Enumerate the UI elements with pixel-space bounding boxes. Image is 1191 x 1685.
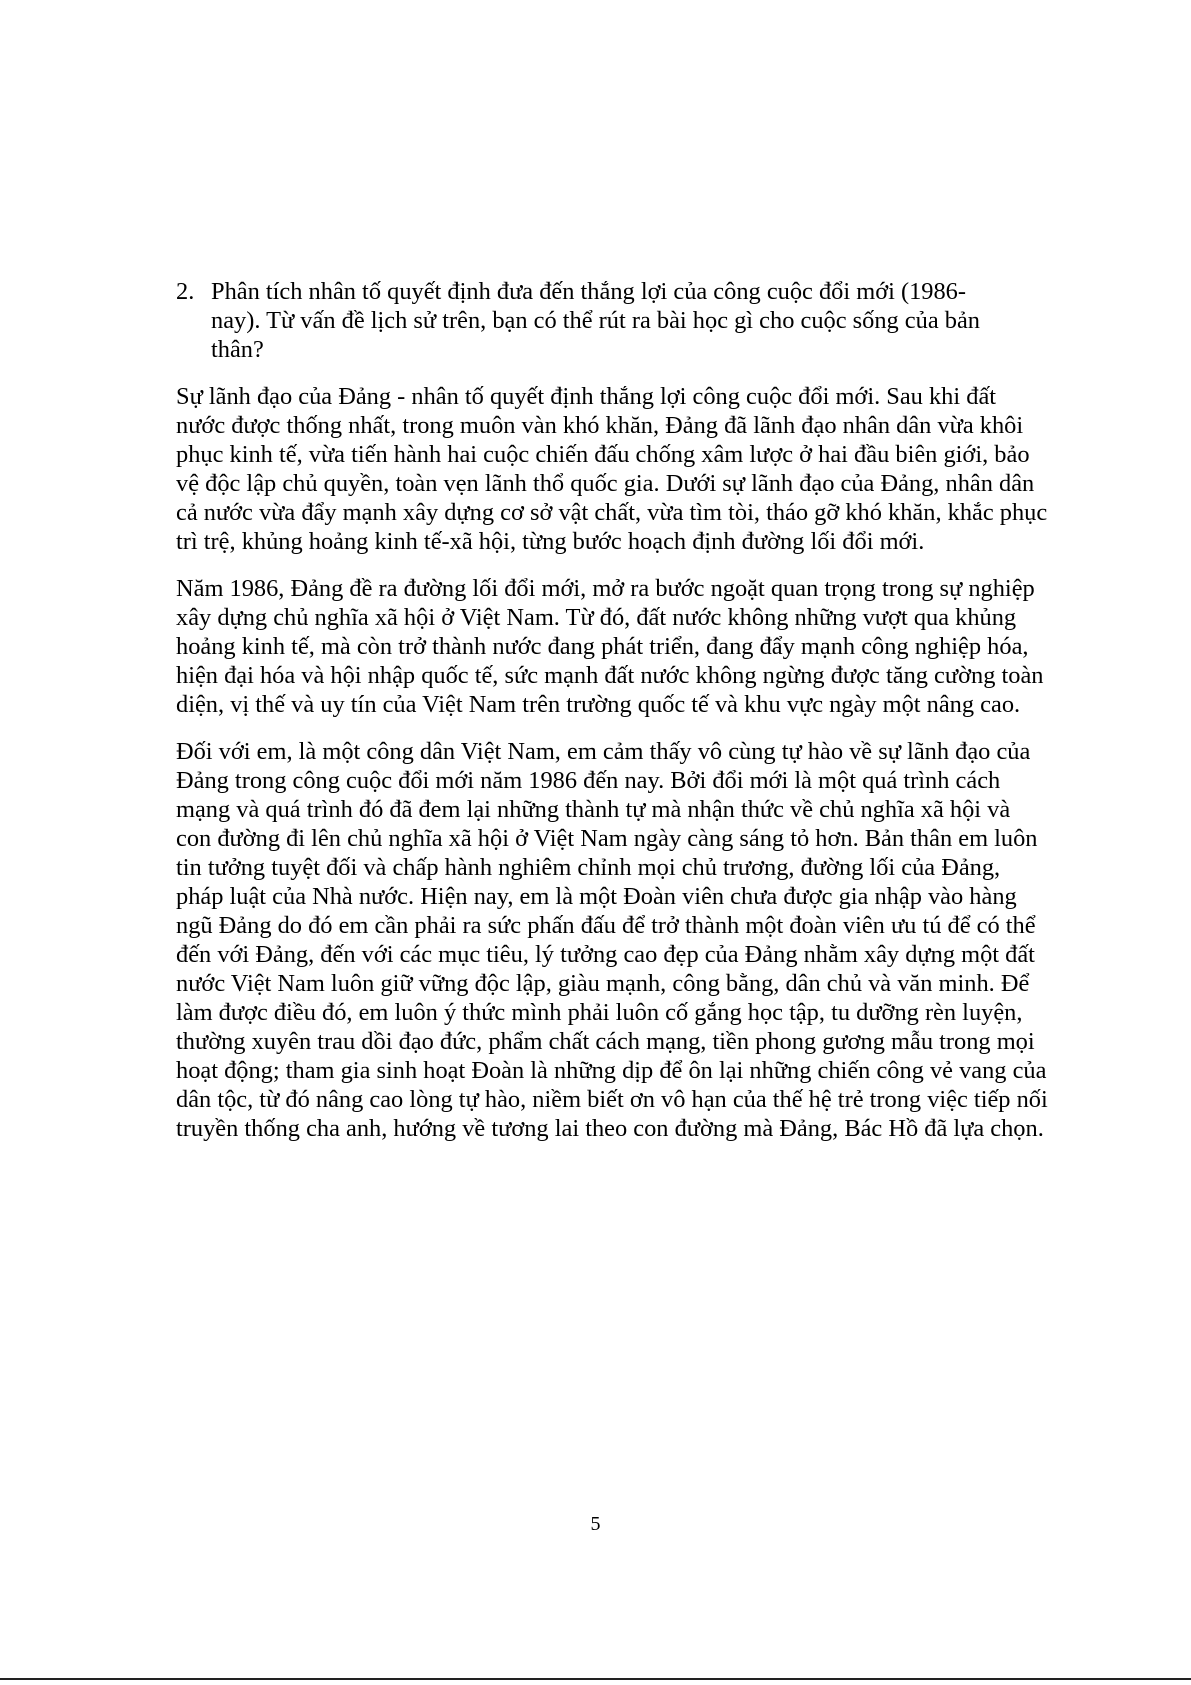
page-number: 5 (590, 1513, 601, 1535)
question-number: 2. (176, 278, 195, 305)
answer-paragraph-2: Năm 1986, Đảng đề ra đường lối đổi mới, mở ra bước ngoặt quan trọng trong sự nghiệp xây dựng chủ nghĩa xã hội ở Việt Nam. Từ đó, đất nước không những vượt qua khủng hoảng kinh tế, mà còn trở thành nước đang phát triển, đang đẩy mạnh công nghiệp hóa, hiện đại hóa và hội nhập quốc tế, sức mạnh đất nước không ngừng được tăng cường toàn diện, vị thế và uy tín của Việt Nam trên trường quốc tế và khu vực ngày một nâng cao. (176, 575, 1044, 718)
bottom-border-line (0, 1678, 1191, 1680)
answer-paragraph-3: Đối với em, là một công dân Việt Nam, em cảm thấy vô cùng tự hào về sự lãnh đạo của Đảng trong công cuộc đổi mới năm 1986 đến nay. Bởi đổi mới là một quá trình cách mạng và quá trình đó đã đem lại những thành tự mà nhận thức về chủ nghĩa xã hội và con đường đi lên chủ nghĩa xã hội ở Việt Nam ngày càng sáng tỏ hơn. Bản thân em luôn tin tưởng tuyệt đối và chấp hành nghiêm chỉnh mọi chủ trương, đường lối của Đảng, pháp luật của Nhà nước. Hiện nay, em là một Đoàn viên chưa được gia nhập vào hàng ngũ Đảng do đó em cần phải ra sức phấn đấu để trở thành một đoàn viên ưu tú để có thể đến với Đảng, đến với các mục tiêu, lý tưởng cao đẹp của Đảng nhằm xây dựng một đất nước Việt Nam luôn giữ vững độc lập, giàu mạnh, công bằng, dân chủ và văn minh. Để làm được điều đó, em luôn ý thức mình phải luôn cố gắng học tập, tu dưỡng rèn luyện, thường xuyên trau dồi đạo đức, phẩm chất cách mạng, tiền phong gương mẫu trong mọi hoạt động; tham gia sinh hoạt Đoàn là những dịp để ôn lại những chiến công vẻ vang của dân tộc, từ đó nâng cao lòng tự hào, niềm biết ơn vô hạn của thế hệ trẻ trong việc tiếp nối truyền thống cha anh, hướng về tương lai theo con đường mà Đảng, Bác Hồ đã lựa chọn. (176, 738, 1048, 1142)
page-content (176, 277, 1051, 1161)
question-text: Phân tích nhân tố quyết định đưa đến thắng lợi của công cuộc đổi mới (1986-nay). Từ vấn đề lịch sử trên, bạn có thể rút ra bài học gì cho cuộc sống của bản thân? (211, 278, 980, 363)
answer-paragraph-1: Sự lãnh đạo của Đảng - nhân tố quyết định thắng lợi công cuộc đổi mới. Sau khi đất nước được thống nhất, trong muôn vàn khó khăn, Đảng đã lãnh đạo nhân dân vừa khôi phục kinh tế, vừa tiến hành hai cuộc chiến đấu chống xâm lược ở hai đầu biên giới, bảo vệ độc lập chủ quyền, toàn vẹn lãnh thổ quốc gia. Dưới sự lãnh đạo của Đảng, nhân dân cả nước vừa đẩy mạnh xây dựng cơ sở vật chất, vừa tìm tòi, tháo gỡ khó khăn, khắc phục trì trệ, khủng hoảng kinh tế-xã hội, từng bước hoạch định đường lối đổi mới. (176, 383, 1048, 555)
question-item (176, 277, 1051, 364)
